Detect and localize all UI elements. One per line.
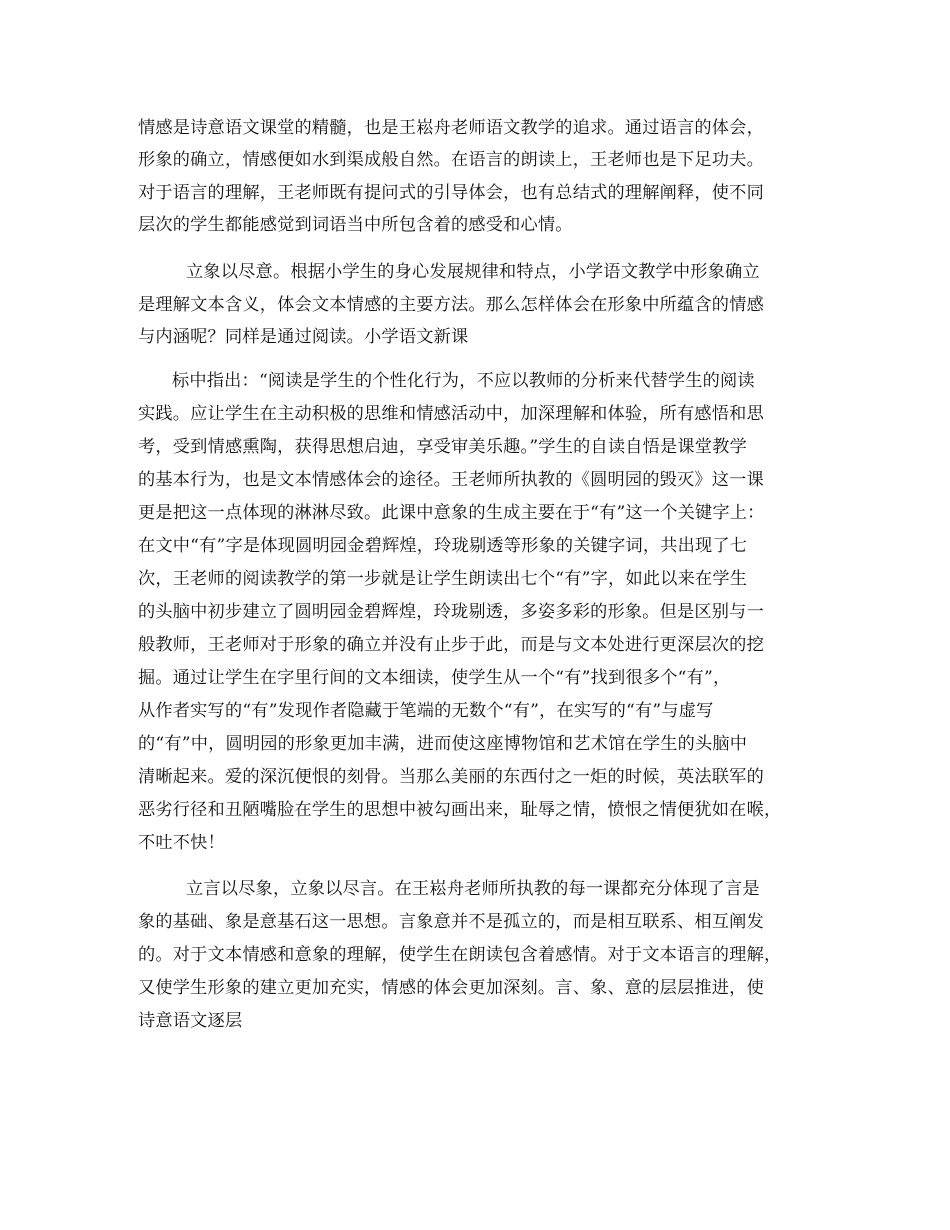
text-line: 的基本行为，也是文本情感体会的途径。王老师所执教的《圆明园的毁灭》这一课 [138, 470, 764, 490]
text-line: 的“有”中，圆明园的形象更加丰满，进而使这座博物馆和艺术馆在学生的头脑中 [138, 734, 748, 754]
text-line: 实践。应让学生在主动积极的思维和情感活动中，加深理解和体验，所有感悟和思 [138, 404, 764, 424]
text-line: 的头脑中初步建立了圆明园金碧辉煌，玲珑剔透，多姿多彩的形象。但是区别与一 [138, 602, 764, 622]
text-line: 标中指出：“阅读是学生的个性化行为，不应以教师的分析来代替学生的阅读 [172, 371, 755, 391]
text-line: 清晰起来。爱的深沉便恨的刻骨。当那么美丽的东西付之一炬的时候，英法联军的 [138, 767, 764, 787]
text-line: 对于语言的理解，王老师既有提问式的引导体会，也有总结式的理解阐释，使不同 [138, 183, 764, 203]
text-line: 层次的学生都能感觉到词语当中所包含着的感受和心情。 [138, 215, 573, 235]
text-line: 是理解文本含义，体会文本情感的主要方法。那么怎样体会在形象中所蕴含的情感 [138, 295, 764, 315]
text-line: 在文中“有”字是体现圆明园金碧辉煌，玲珑剔透等形象的关键字词，共出现了七 [138, 536, 748, 556]
text-line: 更是把这一点体现的淋淋尽致。此课中意象的生成主要在于“有”这一个关键字上： [138, 503, 765, 523]
text-line: 情感是诗意语文课堂的精髓，也是王崧舟老师语文教学的追求。通过语言的体会， [138, 118, 764, 138]
text-line: 立言以尽象，立象以尽言。在王崧舟老师所执教的每一课都充分体现了言是 [186, 879, 760, 899]
text-line: 形象的确立，情感便如水到渠成般自然。在语言的朗读上，王老师也是下足功夫。 [138, 150, 764, 170]
text-line: 掘。通过让学生在字里行间的文本细读，使学生从一个“有”找到很多个“有”， [138, 668, 731, 688]
text-line: 次，王老师的阅读教学的第一步就是让学生朗读出七个“有”字，如此以来在学生 [138, 569, 748, 589]
text-line: 不吐不快！ [138, 833, 225, 853]
text-line: 的。对于文本情感和意象的理解，使学生在朗读包含着感情。对于文本语言的理解， [138, 945, 782, 965]
text-line: 立象以尽意。根据小学生的身心发展规律和特点，小学语文教学中形象确立 [186, 262, 760, 282]
text-line: 般教师，王老师对于形象的确立并没有止步于此，而是与文本处进行更深层次的挖 [138, 635, 764, 655]
text-line: 从作者实写的“有”发现作者隐藏于笔端的无数个“有”，在实写的“有”与虚写 [138, 701, 714, 721]
text-line: 象的基础、象是意基石这一思想。言象意并不是孤立的，而是相互联系、相互阐发 [138, 912, 764, 932]
text-line: 又使学生形象的建立更加充实，情感的体会更加深刻。言、象、意的层层推进，使 [138, 978, 764, 998]
text-line: 恶劣行径和丑陋嘴脸在学生的思想中被勾画出来，耻辱之情，愤恨之情便犹如在喉， [138, 800, 782, 820]
text-line: 与内涵呢？同样是通过阅读。小学语文新课 [138, 327, 469, 347]
text-line: 诗意语文逐层 [138, 1011, 243, 1031]
text-line: 考，受到情感熏陶，获得思想启迪，享受审美乐趣。”学生的自读自悟是课堂教学 [138, 437, 747, 457]
